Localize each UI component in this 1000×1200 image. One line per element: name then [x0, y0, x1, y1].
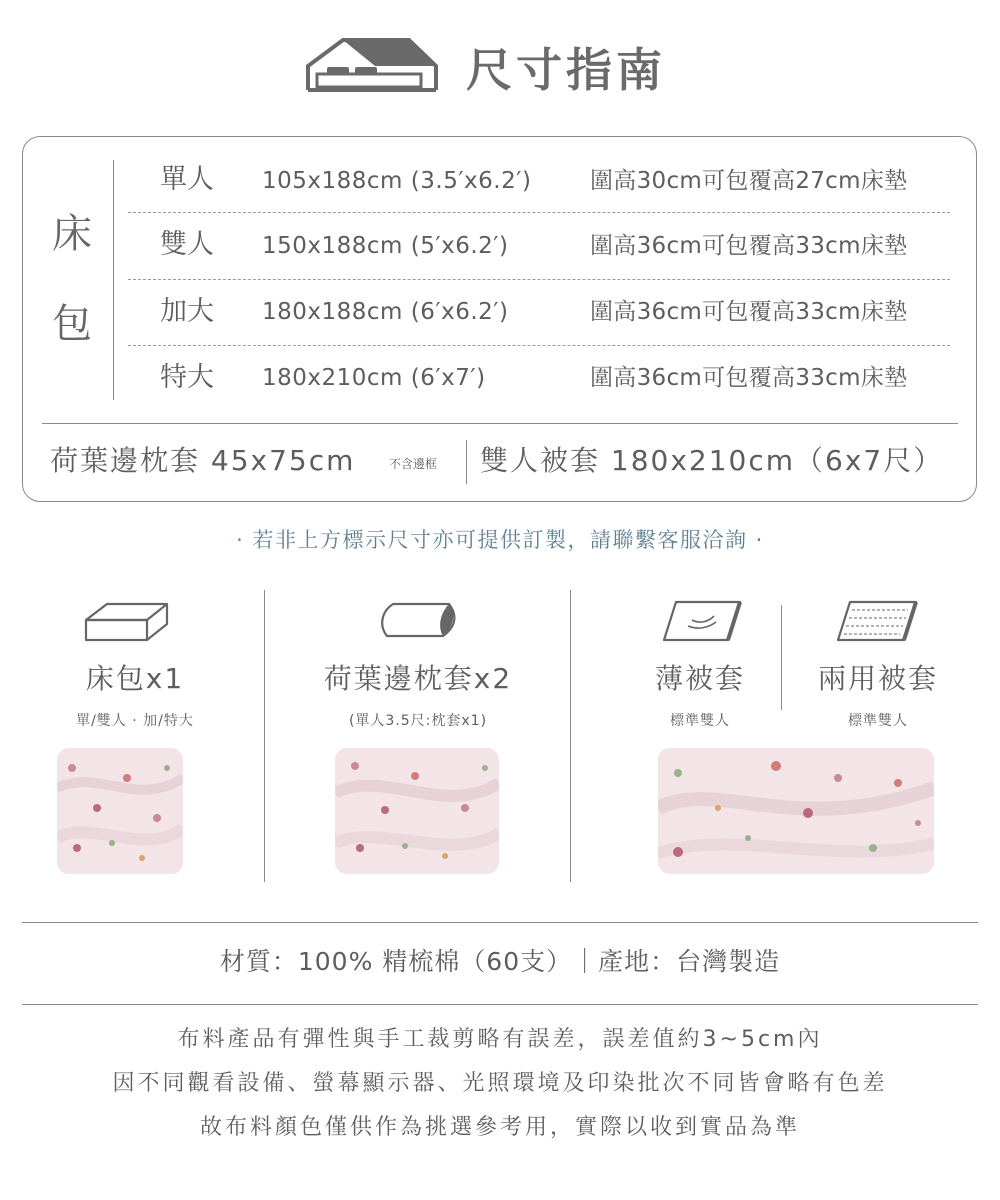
size-dims: 180x210cm (6′x7′) — [262, 365, 486, 391]
row-divider — [128, 345, 950, 346]
material-origin: 材質：100% 精梳棉（60支）｜產地：台灣製造 — [219, 947, 781, 976]
product-subtitle: (單人3.5尺:枕套x1) — [348, 713, 488, 729]
size-desc: 圍高36cm可包覆高33cm床墊 — [590, 299, 908, 325]
fabric-swatch — [57, 748, 183, 874]
size-desc: 圍高36cm可包覆高33cm床墊 — [590, 233, 908, 259]
fabric-swatch — [335, 748, 499, 874]
divider — [22, 1004, 978, 1005]
divider — [42, 423, 958, 424]
size-desc: 圍高36cm可包覆高33cm床墊 — [590, 365, 908, 391]
divider — [22, 922, 978, 923]
size-desc: 圍高30cm可包覆高27cm床墊 — [590, 168, 908, 194]
product-subtitle: 標準雙人 — [848, 713, 908, 729]
disclaimer-line: 故布料顏色僅供作為挑選參考用，實際以收到實品為準 — [199, 1115, 800, 1140]
column-divider — [570, 590, 571, 882]
size-name: 特大 — [160, 362, 214, 393]
custom-order-note: · 若非上方標示尺寸亦可提供訂製，請聯繫客服洽詢 · — [236, 528, 764, 552]
product-subtitle: 單/雙人 · 加/特大 — [76, 713, 194, 729]
duvet-size: 雙人被套 180x210cm（6x7尺） — [480, 444, 944, 477]
thin-quilt-icon — [662, 598, 742, 644]
size-name: 雙人 — [160, 229, 214, 260]
category-label: 包 — [52, 301, 92, 347]
quilted-duvet-icon — [836, 598, 918, 644]
product-title: 床包x1 — [85, 662, 185, 695]
pillowcase-size: 荷葉邊枕套 45x75cm — [50, 444, 356, 477]
product-title: 荷葉邊枕套x2 — [323, 662, 513, 695]
pillowcase-note: 不含邊框 — [389, 457, 438, 471]
mattress-icon — [83, 598, 171, 644]
divider — [466, 440, 467, 484]
row-divider — [128, 212, 950, 213]
page-title: 尺寸指南 — [466, 43, 666, 97]
disclaimer-line: 布料產品有彈性與手工裁剪略有誤差，誤差值約3~5cm內 — [177, 1027, 823, 1052]
pillow-icon — [377, 600, 459, 640]
product-subtitle: 標準雙人 — [670, 713, 730, 729]
size-dims: 150x188cm (5′x6.2′) — [262, 233, 509, 259]
divider — [113, 160, 114, 400]
size-dims: 180x188cm (6′x6.2′) — [262, 299, 509, 325]
size-name: 單人 — [160, 164, 214, 195]
size-dims: 105x188cm (3.5′x6.2′) — [262, 168, 532, 194]
column-divider — [781, 605, 782, 710]
product-title: 兩用被套 — [817, 662, 938, 695]
product-title: 薄被套 — [654, 662, 745, 695]
column-divider — [264, 590, 265, 882]
row-divider — [128, 279, 950, 280]
fabric-swatch — [658, 748, 934, 874]
size-name: 加大 — [160, 296, 214, 327]
disclaimer-line: 因不同觀看設備、螢幕顯示器、光照環境及印染批次不同皆會略有色差 — [112, 1071, 888, 1096]
bed-house-icon — [305, 38, 439, 94]
category-label: 床 — [52, 211, 92, 257]
